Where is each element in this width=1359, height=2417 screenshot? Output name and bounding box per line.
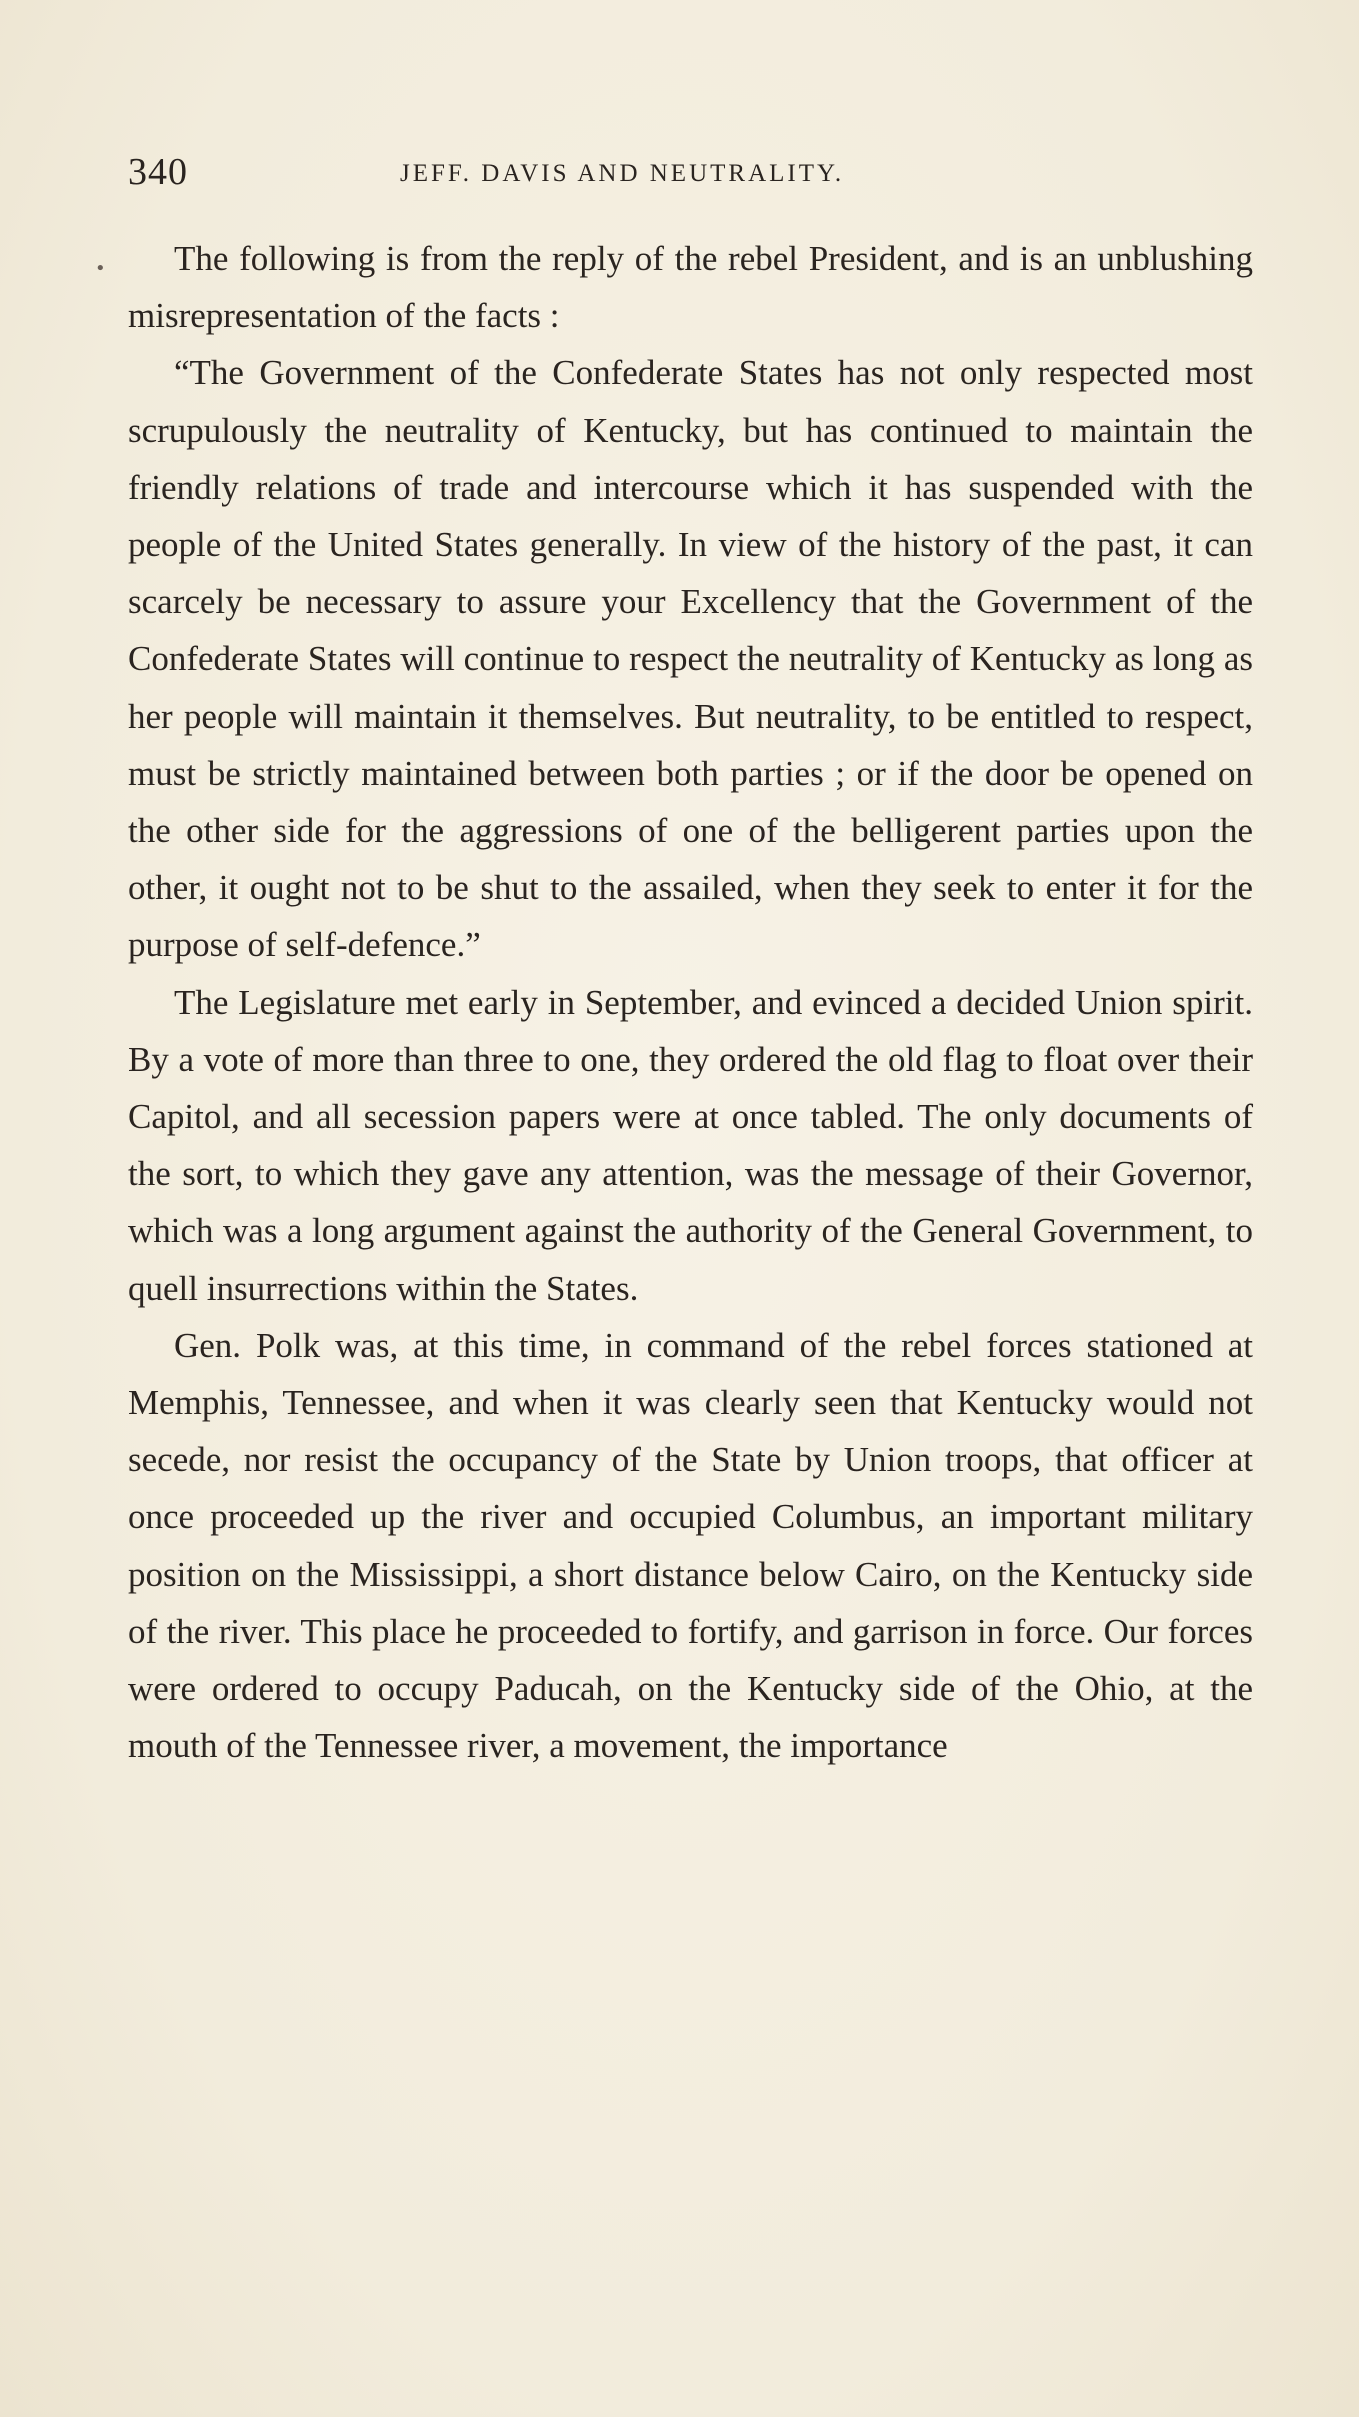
paragraph-quotation: “The Government of the Confederate States has not only respected most scrupulously the neutrality of Kentucky, but has continued to maintain the friendly relations of trade and intercourse which it has suspended with the people of the United States generally. In view of the history of the past, it can scarcely be necessary to assure your Excellency that the Government of the Confederate States will continue to respect the neutrality of Kentucky as long as her people will maintain it themselves. But neutrality, to be entitled to respect, must be strictly maintained between both parties ; or if the door be opened on the other side for the aggressions of one of the belligerent parties upon the other, it ought not to be shut to the assailed, when they seek to enter it for the purpose of self-defence.” — [128, 353, 1253, 965]
margin-mark: • — [95, 258, 106, 279]
running-head: JEFF. DAVIS AND NEUTRALITY. — [400, 160, 845, 187]
body-text — [128, 230, 1253, 1774]
paragraph-legislature: The Legislature met early in September, and evinced a decided Union spirit. By a vote of more than three to one, they ordered the old flag to float over their Capitol, and all secession papers were at once tabled. The only documents of the sort, to which they gave any attention, was the message of their Governor, which was a long argument against the authority of the General Government, to quell insurrections within the States. — [128, 982, 1253, 1308]
page-header — [128, 150, 1248, 200]
paragraph-intro: The following is from the reply of the rebel President, and is an unblushing misrepresentation of the facts : — [128, 239, 1253, 336]
paragraph-polk: Gen. Polk was, at this time, in command of the rebel forces stationed at Memphis, Tennessee, and when it was clearly seen that Kentucky would not secede, nor resist the occupancy of the State by Union troops, that officer at once proceeded up the river and occupied Columbus, an important military position on the Mississippi, a short distance below Cairo, on the Kentucky side of the river. This place he proceeded to fortify, and garrison in force. Our forces were ordered to occupy Paducah, on the Kentucky side of the Ohio, at the mouth of the Tennessee river, a movement, the importance — [128, 1325, 1253, 1766]
page-number: 340 — [128, 151, 188, 193]
